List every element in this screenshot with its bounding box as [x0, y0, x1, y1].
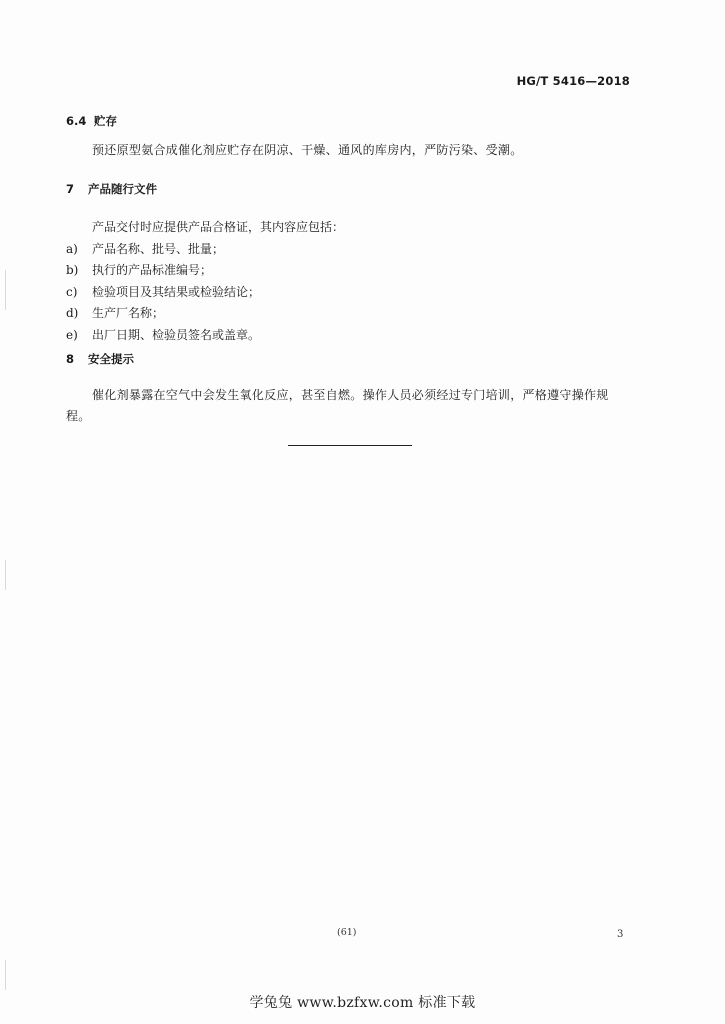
section-heading-safety: [66, 351, 134, 367]
section-title: 贮存: [94, 114, 117, 128]
list-item: a) 产品名称、批号、批量；: [66, 241, 225, 256]
section-heading-documents: [66, 181, 157, 197]
site-watermark: 学兔兔 www.bzfxw.com 标准下载: [249, 995, 476, 1011]
page-number: 3: [617, 929, 624, 940]
list-item: b) 执行的产品标准编号；: [66, 263, 213, 278]
safety-paragraph: 催化剂暴露在空气中会发生氧化反应，甚至自燃。操作人员必须经过专门培训，严格遵守操作规程。: [66, 388, 609, 423]
documents-intro: 产品交付时应提供产品合格证，其内容应包括：: [92, 220, 345, 234]
standard-code: HG/T 5416—2018: [516, 74, 630, 88]
page-code: (61): [337, 927, 357, 938]
section-title: 安全提示: [88, 352, 134, 366]
section-number: 6.4: [66, 114, 87, 128]
scan-artifact-line: [5, 270, 6, 310]
list-item: e) 出厂日期、检验员签名或盖章。: [66, 327, 261, 342]
section-title: 产品随行文件: [88, 182, 157, 196]
list-item: d) 生产厂名称；: [66, 306, 165, 321]
list-item: c) 检验项目及其结果或检验结论；: [66, 284, 261, 299]
end-rule: [288, 445, 412, 446]
section-number: 8: [66, 352, 75, 366]
section-number: 7: [66, 182, 75, 196]
scan-artifact-line: [5, 560, 6, 590]
section-heading-storage: [66, 113, 117, 129]
documents-list: [66, 217, 344, 347]
scan-artifact-line: [5, 960, 6, 990]
storage-paragraph: 预还原型氨合成催化剂应贮存在阴凉、干燥、通风的库房内，严防污染、受潮。: [92, 143, 523, 157]
